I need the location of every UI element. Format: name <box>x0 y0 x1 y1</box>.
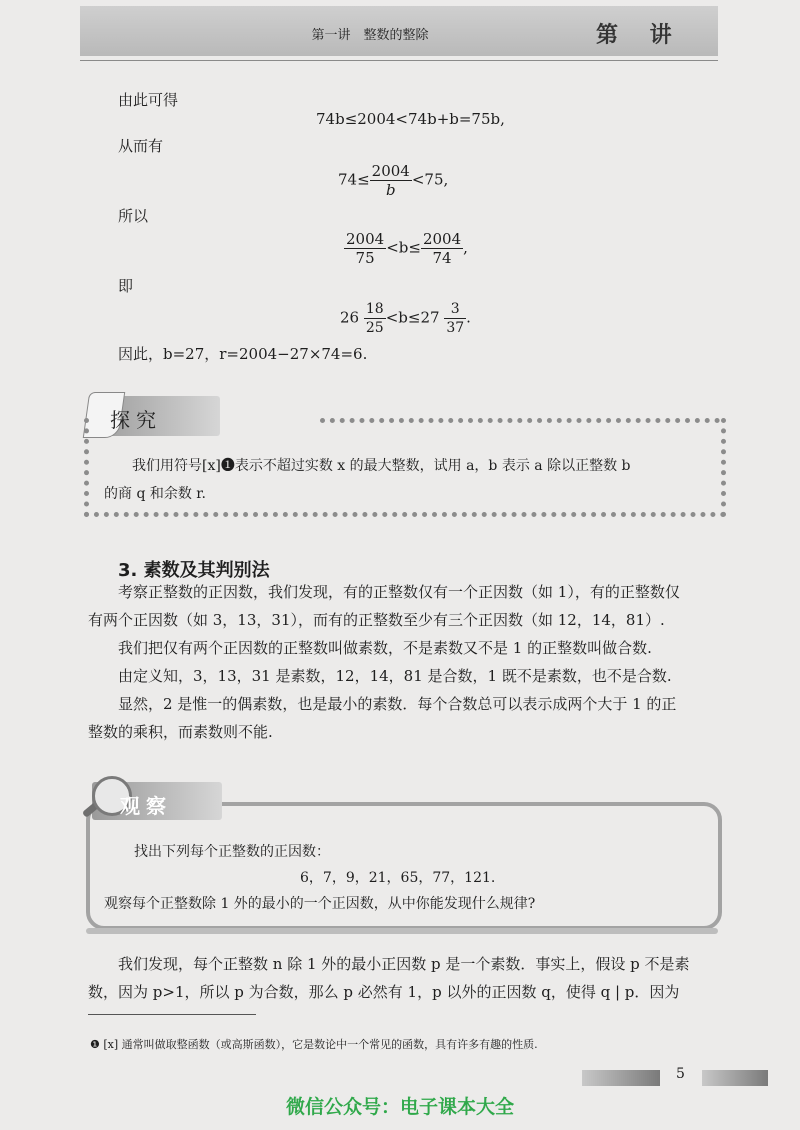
footnote: ❶ [x] 通常叫做取整函数（或高斯函数），它是数论中一个常见的函数，具有许多有趣的性质. <box>90 1038 538 1051</box>
section-para-1a: 考察正整数的正因数，我们发现，有的正整数仅有一个正因数（如 1），有的正整数仅 <box>118 583 680 601</box>
derivation-text-2: 从而有 <box>118 137 164 155</box>
page-number: 5 <box>676 1066 685 1082</box>
explore-text-1: 我们用符号[x]❶表示不超过实数 x 的最大整数，试用 a，b 表示 a 除以正整数 b <box>132 458 631 474</box>
section-para-4a: 显然，2 是惟一的偶素数，也是最小的素数．每个合数总可以表示成两个大于 1 的正 <box>118 695 677 713</box>
equation-2: 74≤ $\frac{2004}{b}$ <75, <box>338 162 449 199</box>
observe-title: 观察 <box>120 794 172 818</box>
section-para-3: 由定义知，3，13，31 是素数，12，14，81 是合数，1 既不是素数，也不是合数. <box>118 667 672 685</box>
header-rule <box>80 60 718 61</box>
equation-1: 74b≤2004<74b+b=75b, <box>316 110 505 128</box>
derivation-text-3: 所以 <box>118 207 149 225</box>
section-para-1b: 有两个正因数（如 3，13，31），而有的正整数至少有三个正因数（如 12，14，81）. <box>88 611 665 629</box>
section-para-4b: 整数的乘积，而素数则不能. <box>88 723 273 741</box>
section-para-2: 我们把仅有两个正因数的正整数叫做素数，不是素数又不是 1 的正整数叫做合数. <box>118 639 652 657</box>
chapter-badge: 第 讲 <box>596 22 684 48</box>
equation-4: 26 $\frac{18}{25}$ <b≤27 $\frac{3}{37}$ . <box>340 301 471 336</box>
derivation-text-1: 由此可得 <box>118 91 179 109</box>
explore-title: 探究 <box>110 408 162 432</box>
derivation-conclusion: 因此，b=27，r=2004−27×74=6. <box>118 345 368 363</box>
observe-band <box>86 928 718 934</box>
watermark: 微信公众号：电子课本大全 <box>285 1096 514 1118</box>
observe-text-1: 找出下列每个正整数的正因数： <box>134 844 330 860</box>
page-bar-left <box>582 1070 660 1086</box>
equation-3: $\frac{2004}{75}$ <b≤ $\frac{2004}{74}$ , <box>346 230 468 267</box>
footnote-rule <box>88 1014 256 1015</box>
chapter-title: 第一讲 整数的整除 <box>311 28 429 43</box>
closing-para-a: 我们发现，每个正整数 n 除 1 外的最小正因数 p 是一个素数．事实上，假设 p 不是素 <box>118 955 690 973</box>
page-bar-right <box>702 1070 768 1086</box>
closing-para-b: 数，因为 p>1，所以 p 为合数，那么 p 必然有 1，p 以外的正因数 q，使得 q | p．因为 <box>88 983 680 1001</box>
explore-text-2: 的商 q 和余数 r. <box>104 486 206 502</box>
section-title: 3. 素数及其判别法 <box>118 560 270 581</box>
derivation-text-4: 即 <box>118 277 134 295</box>
observe-text-3: 观察每个正整数除 1 外的最小的一个正因数，从中你能发现什么规律? <box>104 896 536 912</box>
observe-text-2: 6，7，9，21，65，77，121. <box>300 870 496 886</box>
